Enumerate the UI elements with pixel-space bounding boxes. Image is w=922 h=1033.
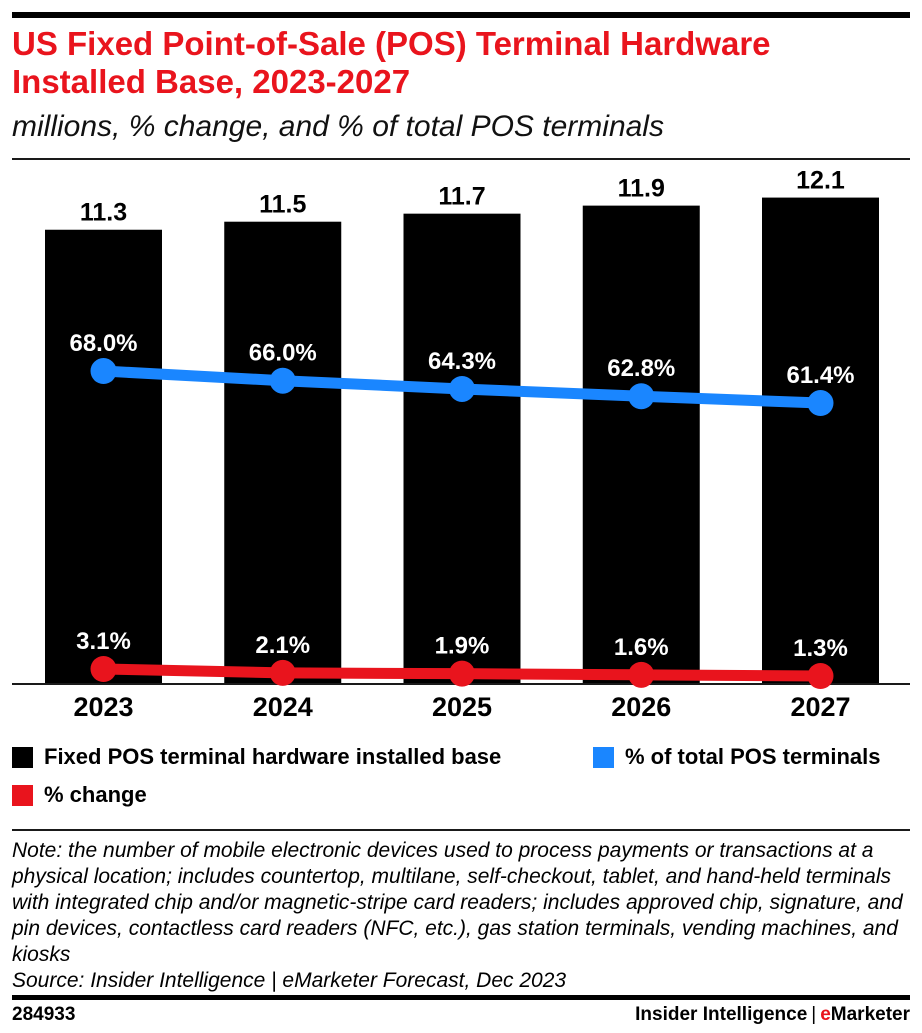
pos-share-label-2025: 64.3% [427, 347, 497, 375]
pct-change-point-2027 [808, 663, 834, 689]
source-text: Source: Insider Intelligence | eMarketer Forecast, Dec 2023 [12, 969, 567, 992]
pct-change-point-2024 [270, 660, 296, 686]
note-text: Note: the number of mobile electronic devices used to process payments or transactions at a physical location; includes countertop, multilane, self-checkout, tablet, and hand-held terminals with integrated chip and/or magnetic-stripe card readers; includes approved chip, signature, and pin devices, contactless card readers (NFC, etc.), gas station terminals, vending machines, and kiosks [12, 839, 903, 966]
bar-value-label-2027: 12.1 [796, 166, 845, 195]
legend-label-installed-base: Fixed POS terminal hardware installed base [44, 744, 502, 769]
pos-share-point-2024 [270, 368, 296, 394]
pos-share-label-2026: 62.8% [607, 355, 676, 383]
legend-label-pos-share: % of total POS terminals [625, 744, 881, 769]
bar-2027 [762, 198, 879, 684]
pos-share-label-2023: 68.0% [69, 330, 138, 358]
x-axis-label-2024: 2024 [252, 692, 313, 722]
bar-value-label-2024: 11.5 [259, 190, 307, 219]
brand-separator: | [811, 1004, 817, 1025]
pct-change-point-2025 [449, 661, 475, 687]
pos-share-label-2027: 61.4% [786, 362, 855, 390]
legend-swatch-black [12, 747, 33, 768]
x-axis-label-2027: 2027 [790, 692, 851, 722]
bar-value-label-2026: 11.9 [617, 174, 665, 203]
pct-change-label-2027: 1.3% [793, 635, 848, 663]
page-title: US Fixed Point-of-Sale (POS) Terminal Hardware Installed Base, 2023-2027 [12, 25, 771, 100]
chart-id-number: 284933 [12, 1004, 76, 1025]
pos-share-point-2026 [628, 383, 654, 409]
pos-share-point-2023 [91, 358, 117, 384]
brand-emarketer-rest: Marketer [830, 1004, 910, 1025]
bar-2024 [224, 222, 341, 684]
pct-change-label-2024: 2.1% [255, 631, 311, 659]
pos-share-label-2024: 66.0% [248, 339, 317, 367]
pct-change-label-2026: 1.6% [613, 633, 669, 661]
pct-change-point-2023 [91, 656, 117, 682]
footer-rule [12, 995, 910, 1000]
pct-change-label-2023: 3.1% [76, 628, 131, 656]
bar-value-label-2023: 11.3 [79, 198, 128, 227]
brand-logotype [635, 1004, 910, 1026]
brand-emarketer-e: e [820, 1004, 831, 1025]
x-axis-label-2025: 2025 [431, 692, 493, 722]
legend-item-installed-base [12, 744, 501, 770]
footnote-block [12, 838, 912, 994]
x-axis-label-2023: 2023 [73, 692, 134, 722]
brand-insider-intelligence: Insider Intelligence [635, 1004, 808, 1025]
chart-canvas [0, 160, 922, 730]
chart-subtitle: millions, % change, and % of total POS terminals [12, 110, 664, 143]
legend-item-pos-share [593, 744, 881, 770]
top-rule [12, 12, 910, 18]
pct-change-point-2026 [628, 662, 654, 688]
pct-change-label-2025: 1.9% [434, 632, 490, 660]
bar-value-label-2025: 11.7 [438, 182, 486, 211]
x-axis-label-2026: 2026 [611, 692, 672, 722]
bar-2026 [583, 206, 700, 684]
bar-2023 [45, 230, 162, 684]
legend-divider [12, 829, 910, 831]
legend-item-pct-change [12, 782, 147, 808]
legend-swatch-blue [593, 747, 614, 768]
pos-share-point-2025 [449, 376, 475, 402]
bar-2025 [404, 214, 521, 684]
legend-label-pct-change: % change [44, 782, 147, 807]
pos-share-point-2027 [808, 390, 834, 416]
legend-swatch-red [12, 785, 33, 806]
